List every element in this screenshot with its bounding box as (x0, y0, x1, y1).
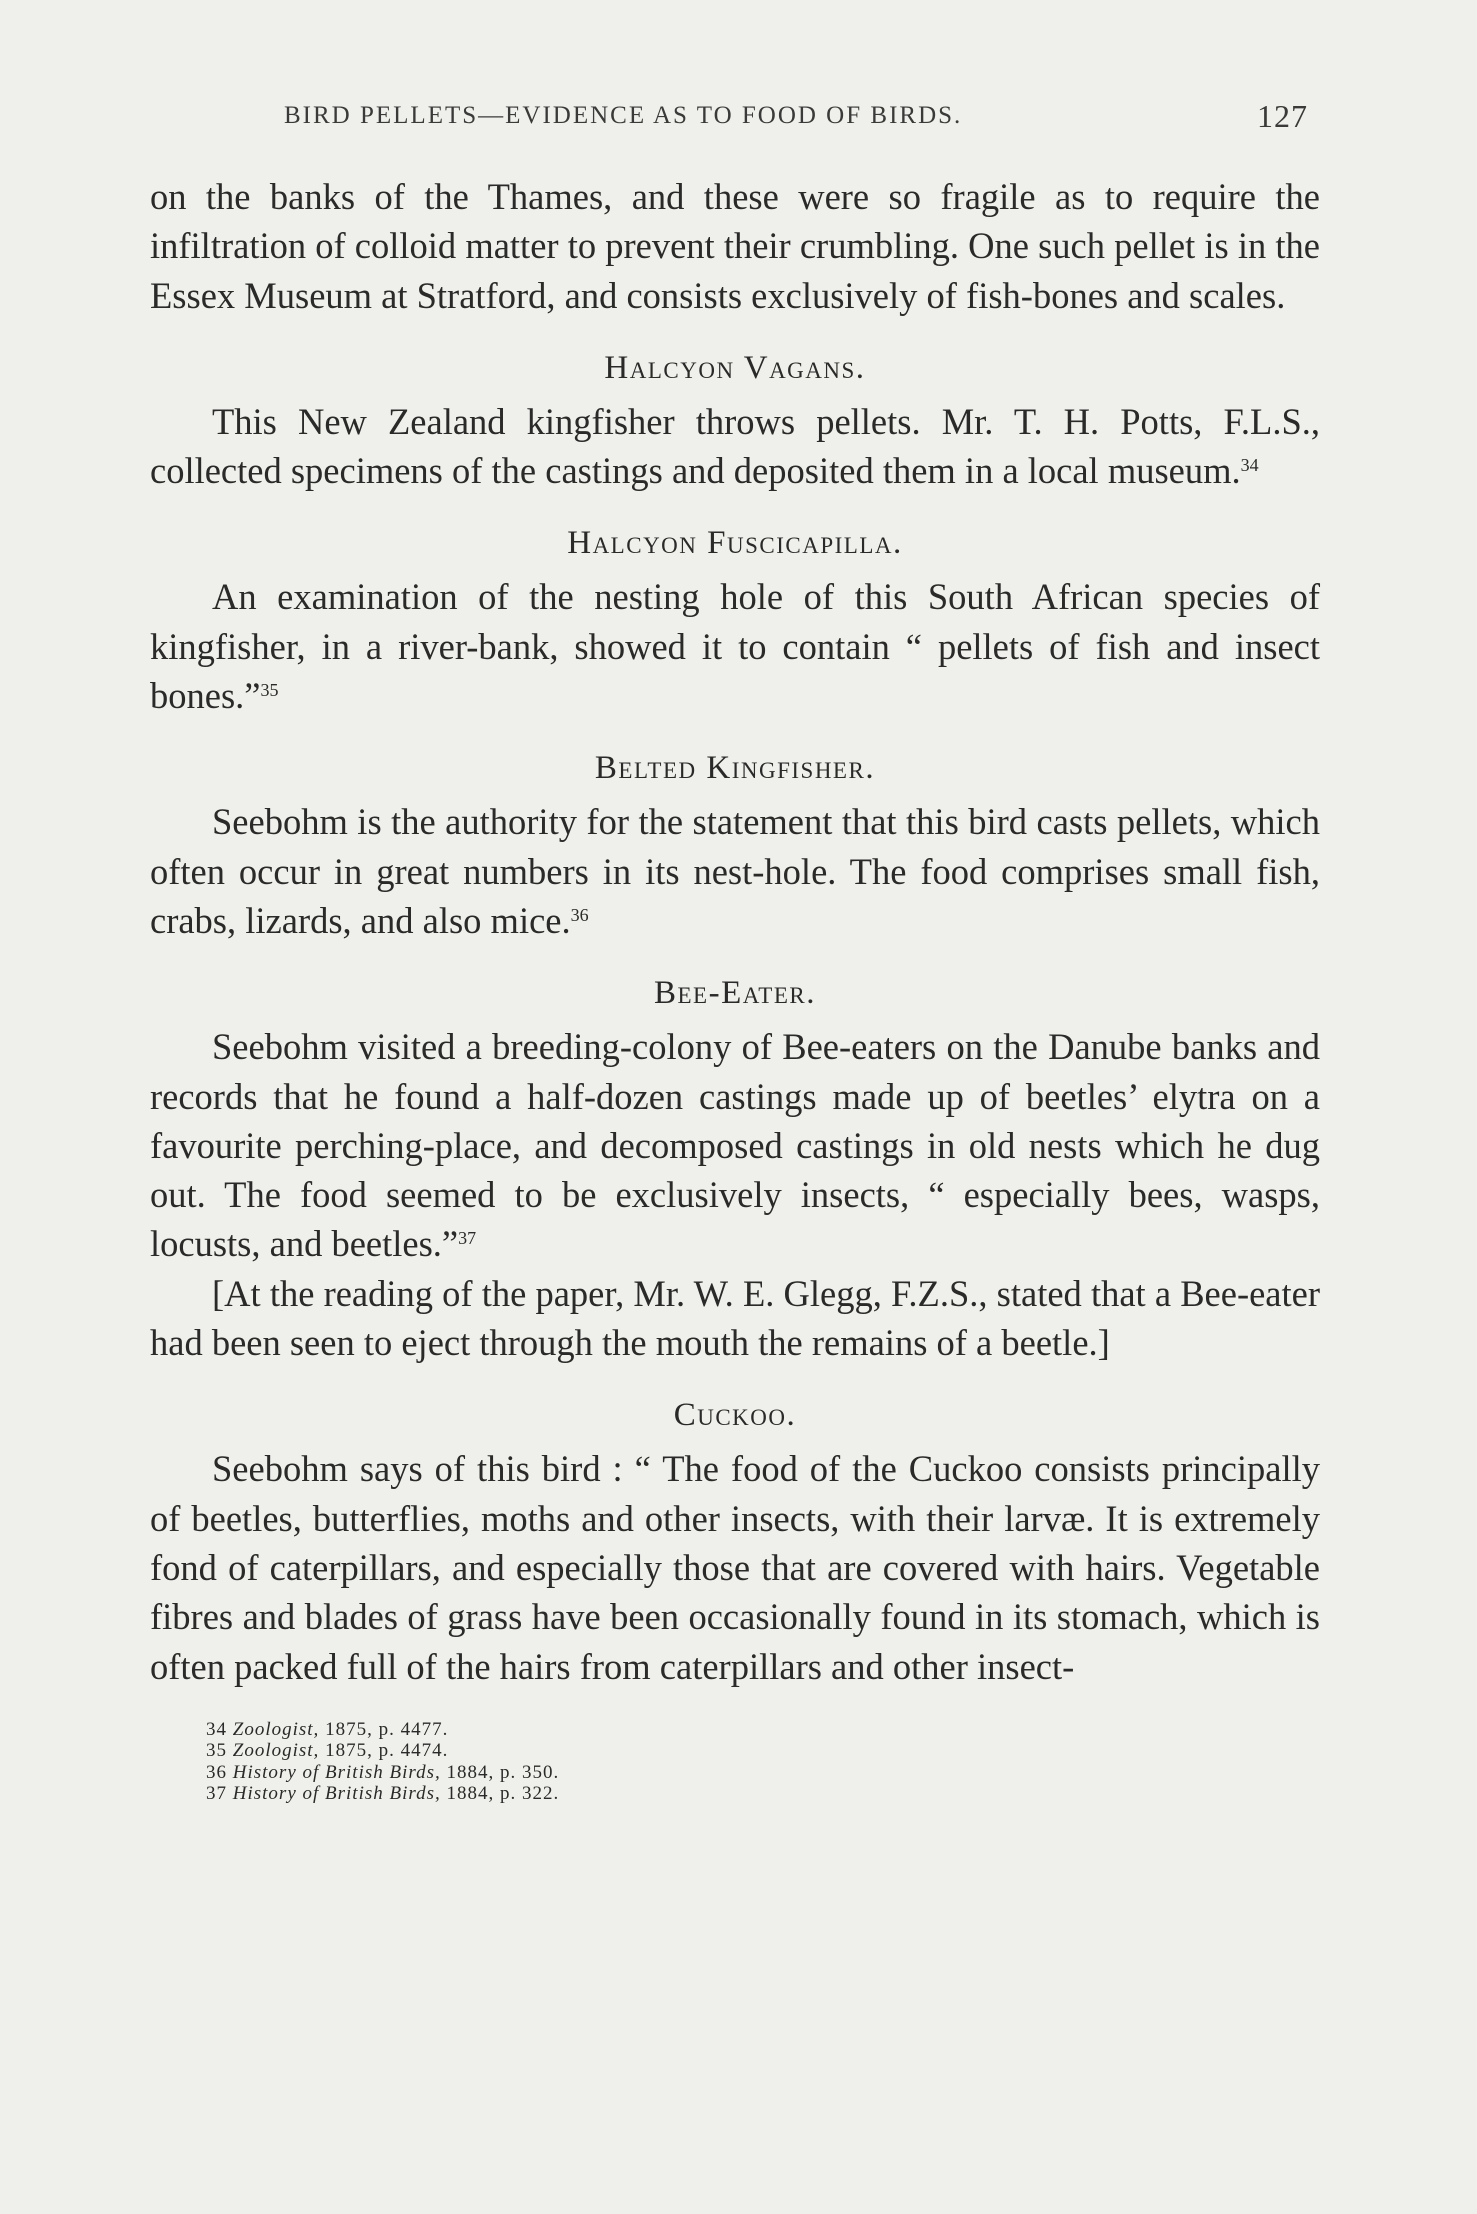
page-number: 127 (1257, 98, 1308, 134)
footnote: 35 Zoologist, 1875, p. 4474. (206, 1740, 449, 1762)
paragraph-glegg-note: [At the reading of the paper, Mr. W. E. Glegg, F.Z.S., stated that a Bee-eater had been seen to eject through the mouth the remains of a beetle.] (150, 1272, 1320, 1364)
running-title: BIRD PELLETS—EVIDENCE AS TO FOOD OF BIRDS. (284, 102, 963, 129)
paragraph-halcyon-vagans: This New Zealand kingfisher throws pellets. Mr. T. H. Potts, F.L.S., collected specimens of the castings and deposited them in a local museum.$^{34}$ (150, 400, 1320, 492)
heading-bee-eater: Bee-Eater. (653, 975, 816, 1012)
body-text (150, 172, 1320, 1691)
book-page (150, 92, 1320, 2172)
footnote: 34 Zoologist, 1875, p. 4477. (206, 1718, 449, 1740)
footnote-ref: 34 (1240, 455, 1259, 476)
footnote: 36 History of British Birds, 1884, p. 350. (206, 1761, 560, 1783)
paragraph-cuckoo: Seebohm says of this bird : “ The food of the Cuckoo consists principally of beetles, butterflies, moths and other insects, with their larvæ. It is extremely fond of caterpillars, and especially those that are covered with hairs. Vegetable fibres and blades of grass have been occasionally found in its stomach, which is often packed full of the hairs from caterpillars and other insect- (150, 1448, 1320, 1687)
paragraph-bee-eater: Seebohm visited a breeding-colony of Bee-eaters on the Danube banks and records that he found a half-dozen castings made up of beetles’ elytra on a favourite perching-place, and decomposed castings in old nests which he dug out. The food seemed to be exclusively insects, “ especially bees, wasps, locusts, and beetles.”$^{37}$ (150, 1026, 1320, 1265)
heading-belted-kingfisher: Belted Kingfisher. (594, 750, 876, 787)
paragraph-halcyon-fuscicapilla: An examination of the nesting hole of this South African species of kingfisher, in a river-bank, showed it to contain “ pellets of fish and insect bones.”$^{35}$ (150, 576, 1320, 717)
footnotes (150, 1719, 1320, 1805)
paragraph-thames-pellets: on the banks of the Thames, and these were so fragile as to require the infiltration of colloid matter to prevent their crumbling. One such pellet is in the Essex Museum at Stratford, and consists exclusively of fish-bones and scales. (150, 176, 1320, 316)
footnote-ref: 37 (458, 1228, 477, 1249)
footnote-ref: 35 (260, 680, 279, 701)
footnote: 37 History of British Birds, 1884, p. 322. (206, 1783, 560, 1805)
paragraph-belted-kingfisher: Seebohm is the authority for the statement that this bird casts pellets, which often occur in great numbers in its nest-hole. The food comprises small fish, crabs, lizards, and also mice.$^{36}$ (150, 801, 1320, 941)
footnote-ref: 36 (570, 904, 589, 925)
running-header (150, 92, 1320, 152)
heading-halcyon-fuscicapilla: Halcyon Fuscicapilla. (567, 525, 903, 562)
heading-cuckoo: Cuckoo. (673, 1397, 797, 1434)
heading-halcyon-vagans: Halcyon Vagans. (604, 349, 866, 386)
